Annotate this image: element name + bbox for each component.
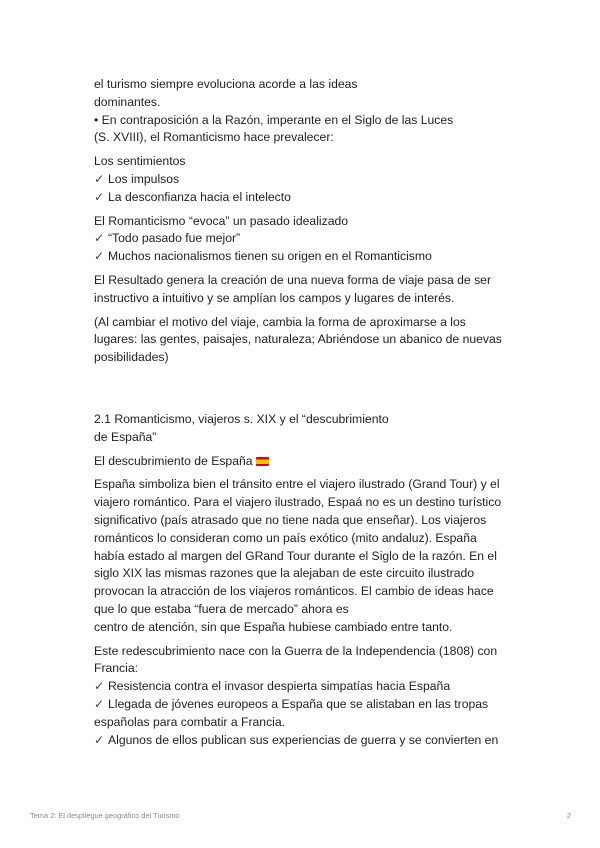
sentimientos-block xyxy=(94,153,534,206)
check-icon: ✓ xyxy=(94,679,105,694)
paragraph-line: España simboliza bien el tránsito entre el viajero ilustrado (Grand Tour) y el xyxy=(94,477,500,492)
paragraph-line: significativo (país atrasado que no tiene nada que enseñar). Los viajeros xyxy=(94,512,487,527)
paragraph-line: provocan la atracción de los viajeros románticos. El cambio de ideas hace xyxy=(94,584,494,599)
list-item-continuation: españolas para combatir a Francia. xyxy=(94,714,286,729)
paragraph-line: que lo que estaba “fuera de mercado” ahora es xyxy=(94,601,349,616)
intro-line: el turismo siempre evoluciona acorde a las ideas xyxy=(94,77,358,91)
check-icon: ✓ xyxy=(94,732,105,747)
paragraph-line: siglo XIX las mismas razones que la alejaban de este circuito ilustrado xyxy=(94,566,475,581)
subheading-text: El descubrimiento de España xyxy=(94,453,253,468)
check-icon: ✓ xyxy=(94,249,105,264)
spain-flag-icon xyxy=(256,457,269,466)
list-item xyxy=(94,248,534,266)
list-item-text: Muchos nacionalismos tienen su origen en el Romanticismo xyxy=(108,249,432,264)
check-icon: ✓ xyxy=(94,696,105,711)
footer-title: Tema 2: El despliegue geográfico del Turismo xyxy=(30,811,180,820)
list-item-text: Resistencia contra el invasor despierta simpatías hacia España xyxy=(108,679,451,694)
section-subheading xyxy=(94,453,534,471)
espana-paragraph xyxy=(94,476,534,636)
check-icon: ✓ xyxy=(94,189,105,204)
paragraph-line: había estado al margen del GRand Tour durante el Siglo de la razón. En el xyxy=(94,548,497,563)
paragraph-line: Francia: xyxy=(94,661,139,676)
list-item-text: La desconfianza hacia el intelecto xyxy=(108,189,291,204)
evoca-block xyxy=(94,213,534,266)
redescubrimiento-block xyxy=(94,643,534,750)
paragraph-line: centro de atención, sin que España hubiese cambiado entre tanto. xyxy=(94,619,453,634)
list-item xyxy=(94,732,534,750)
paragraph-line: El Resultado genera la creación de una nueva forma de viaje pasa de ser xyxy=(94,272,492,287)
section-title xyxy=(94,411,534,447)
intro-line: • En contraposición a la Razón, imperante en el Siglo de las Luces xyxy=(94,112,454,127)
section-title-line: 2.1 Romanticismo, viajeros s. XIX y el “descubrimiento xyxy=(94,411,389,426)
paragraph-line: románticos lo consideran como un país exótico (mito andaluz). España xyxy=(94,530,477,545)
check-icon: ✓ xyxy=(94,231,105,246)
list-item xyxy=(94,171,534,189)
paragraph-line: (Al cambiar el motivo del viaje, cambia la forma de aproximarse a los xyxy=(94,314,466,329)
section-title-line: de España” xyxy=(94,429,157,444)
intro-line: (S. XVIII), el Romanticismo hace prevalecer: xyxy=(94,130,334,145)
evoca-heading: El Romanticismo “evoca” un pasado idealizado xyxy=(94,213,349,228)
intro-block xyxy=(94,76,534,147)
list-item xyxy=(94,696,534,714)
page-footer xyxy=(30,811,571,820)
list-item xyxy=(94,230,534,248)
paragraph-line: posibilidades) xyxy=(94,350,169,365)
paragraph-line: instructivo a intuitivo y se amplían los campos y lugares de interés. xyxy=(94,290,455,305)
sentimientos-heading: Los sentimientos xyxy=(94,154,186,169)
resultado-paragraph xyxy=(94,272,534,308)
list-item-text: Los impulsos xyxy=(108,171,180,186)
list-item-text: Algunos de ellos publican sus experiencias de guerra y se convierten en xyxy=(108,732,499,747)
list-item xyxy=(94,678,534,696)
page-number: 2 xyxy=(566,811,571,820)
list-item-text: “Todo pasado fue mejor” xyxy=(108,231,241,246)
intro-line: dominantes. xyxy=(94,94,161,109)
paragraph-line: Este redescubrimiento nace con la Guerra de la Independencia (1808) con xyxy=(94,643,498,658)
paragraph-line: lugares: las gentes, paisajes, naturaleza; Abriéndose un abanico de nuevas xyxy=(94,332,502,347)
document-body xyxy=(94,76,534,749)
list-item-text: Llegada de jóvenes europeos a España que se alistaban en las tropas xyxy=(108,696,489,711)
paragraph-line: viajero romántico. Para el viajero ilustrado, Espaá no es un destino turístico xyxy=(94,495,502,510)
list-item xyxy=(94,189,534,207)
check-icon: ✓ xyxy=(94,171,105,186)
nota-paragraph xyxy=(94,314,534,367)
